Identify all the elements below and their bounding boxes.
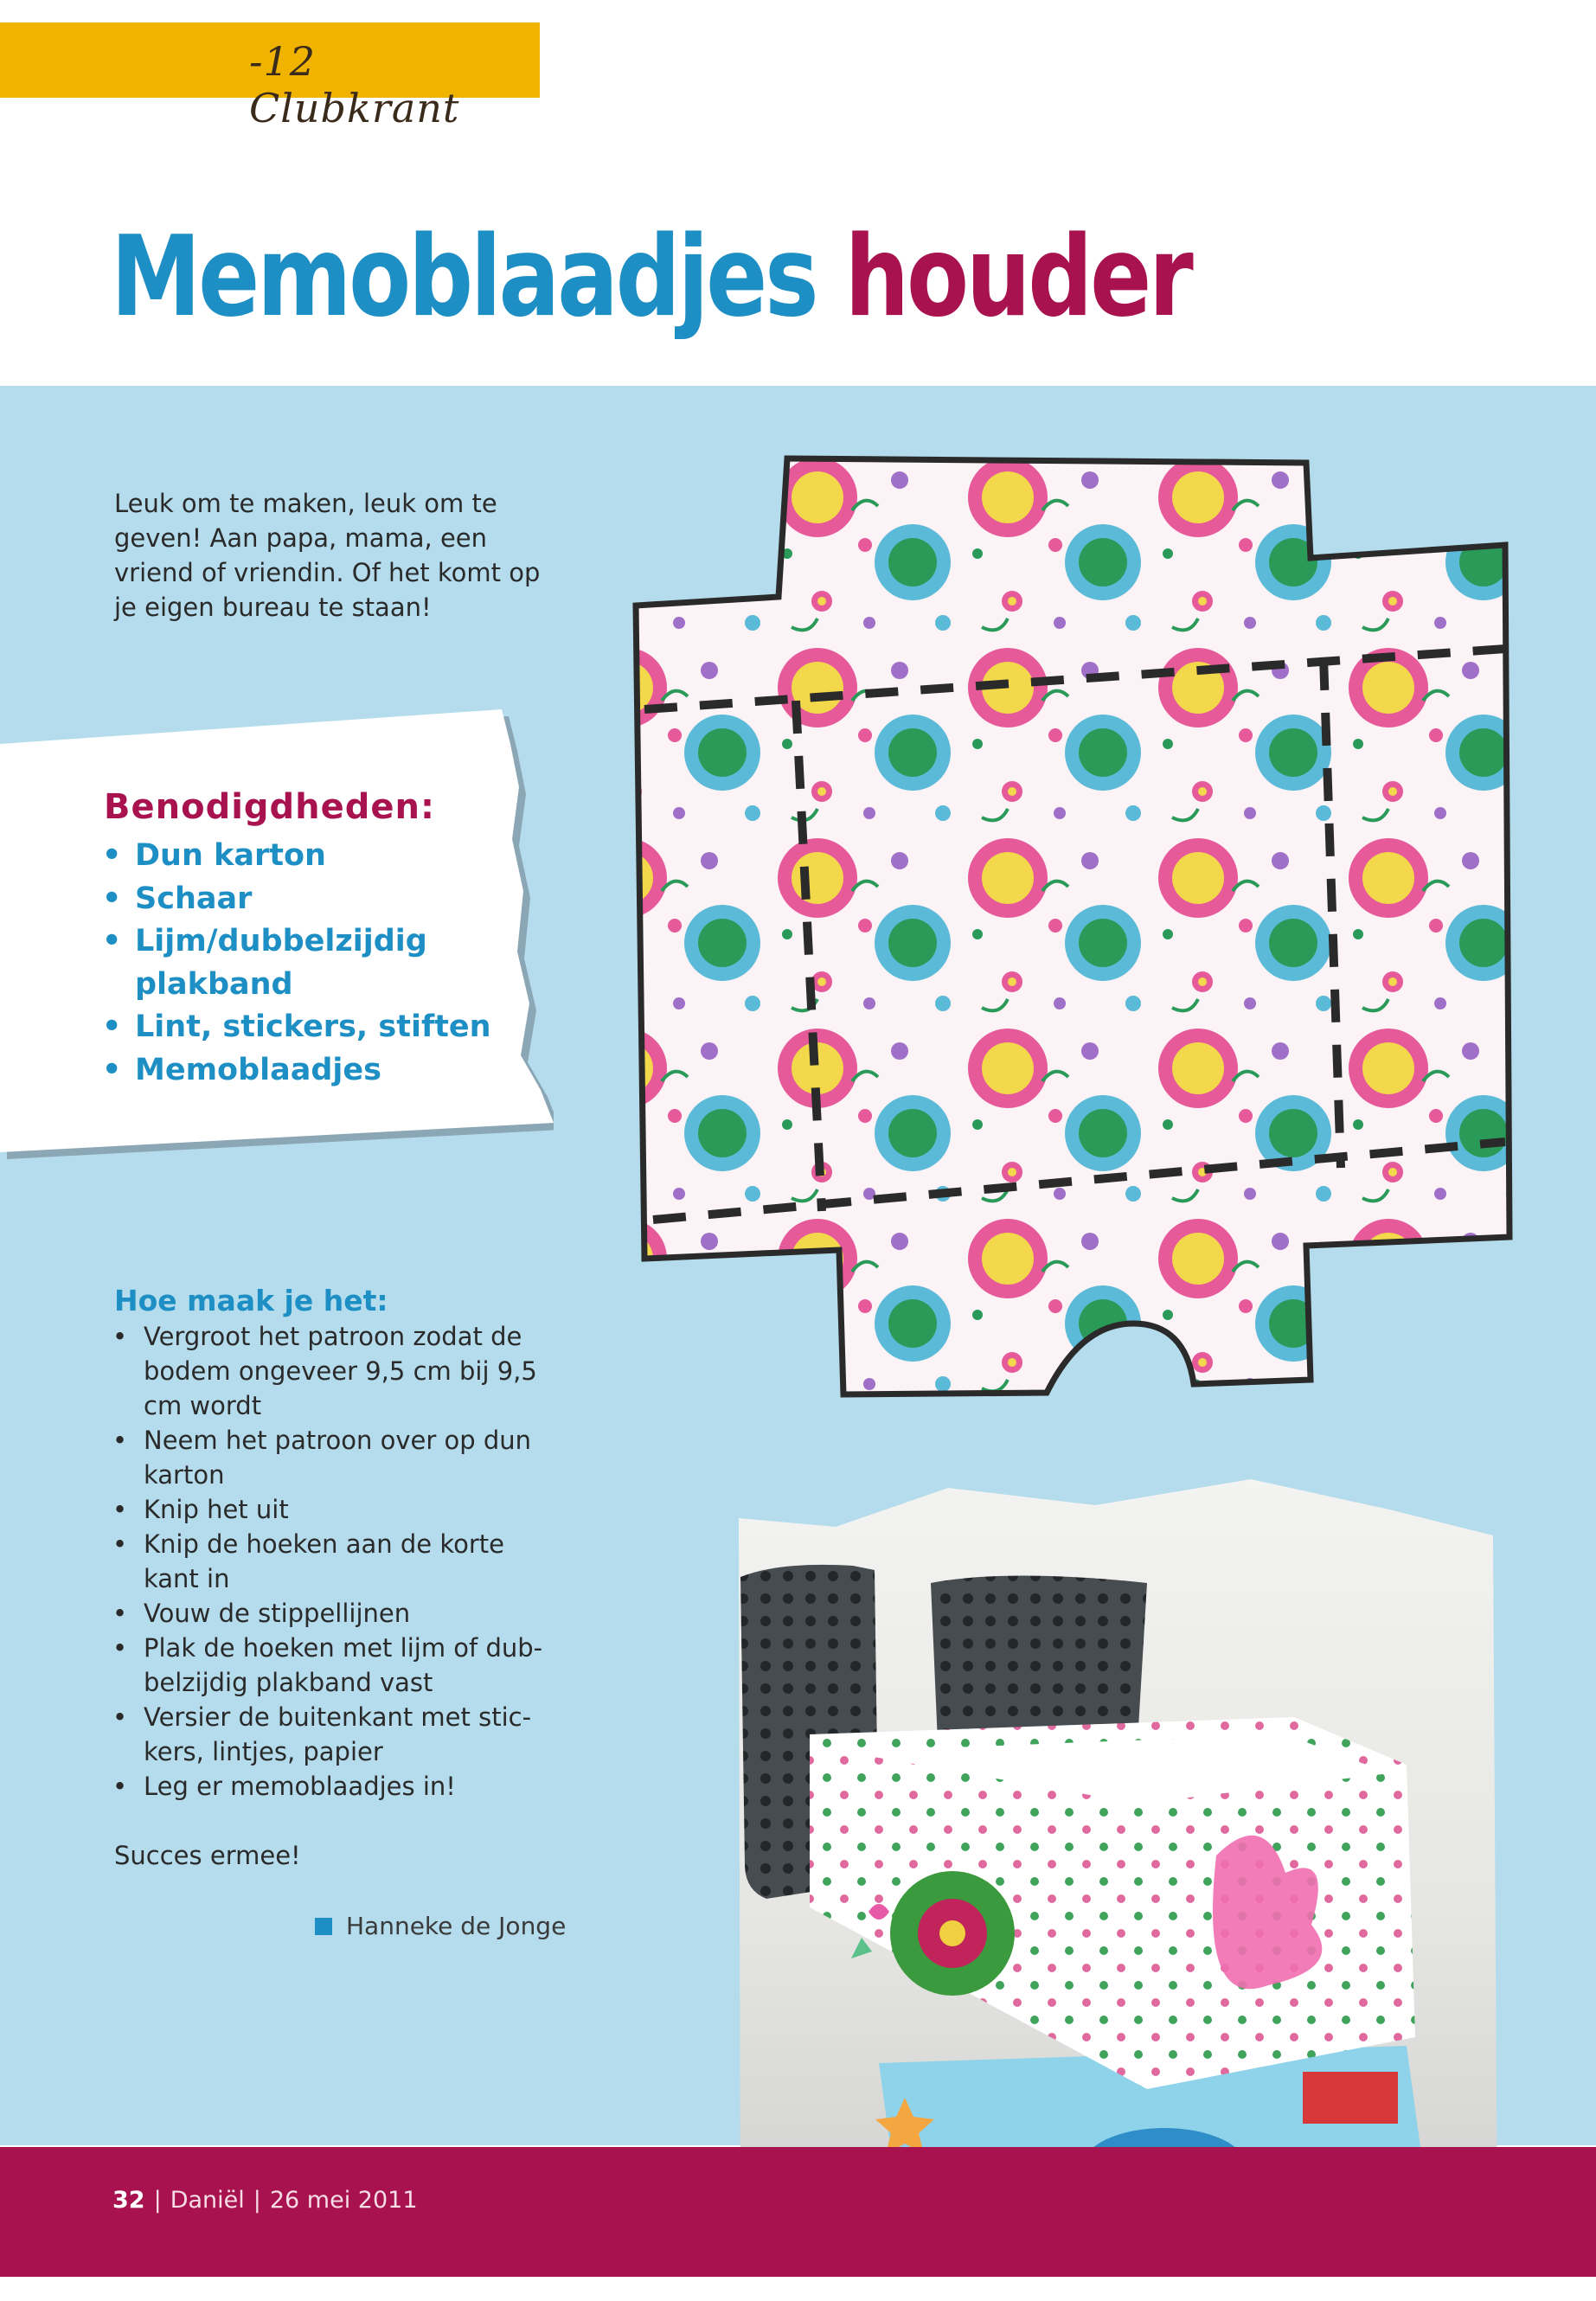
title-part-2: houder <box>844 213 1191 342</box>
requirement-item: • Schaar <box>102 878 550 921</box>
howto-steps <box>112 1319 562 1804</box>
page-number: 32 <box>112 2187 145 2214</box>
howto-title: Hoe maak je het: <box>114 1284 388 1317</box>
step-item: • Knip de hoeken aan de korte kant in <box>112 1527 562 1596</box>
issue-date: 26 mei 2011 <box>269 2187 418 2214</box>
step-item: • Neem het patroon over op dun karton <box>112 1423 562 1492</box>
author-credit <box>315 1912 566 1940</box>
requirements-list <box>102 835 550 1092</box>
closing-text: Succes ermee! <box>114 1841 301 1870</box>
section-label: -12 Clubkrant <box>249 38 460 131</box>
box-pattern-image <box>580 450 1566 1410</box>
publication-name: Daniël <box>170 2187 245 2214</box>
intro-text: Leuk om te maken, leuk om te geven! Aan papa, mama, een vriend of vriendin. Of het komt op je eigen bureau te staan! <box>114 489 541 622</box>
step-item: • Vergroot het patroon zodat de bodem ongeveer 9,5 cm bij 9,5 cm wordt <box>112 1319 562 1423</box>
requirement-item: • Memoblaadjes <box>102 1049 550 1093</box>
title-part-1: Memoblaadjes <box>111 213 817 342</box>
requirement-item: • Lijm/dubbelzijdig plakband <box>102 920 550 1006</box>
square-icon <box>315 1918 332 1935</box>
requirements-title: Benodigdheden: <box>104 787 436 827</box>
step-item: • Knip het uit <box>112 1492 562 1527</box>
requirement-item: • Lint, stickers, stiften <box>102 1006 550 1049</box>
requirement-item: • Dun karton <box>102 835 550 878</box>
section-tab <box>0 22 540 131</box>
step-item: • Plak de hoeken met lijm of dub-belzijdig plakband vast <box>112 1631 562 1700</box>
step-item: • Leg er memoblaadjes in! <box>112 1769 562 1804</box>
author-name: Hanneke de Jonge <box>346 1912 567 1940</box>
step-item: • Vouw de stippellijnen <box>112 1596 562 1631</box>
step-item: • Versier de buitenkant met stic-kers, lintjes, papier <box>112 1700 562 1769</box>
footer-info: 32 | Daniël | 26 mei 2011 <box>112 2187 418 2214</box>
page-title <box>111 213 1191 342</box>
